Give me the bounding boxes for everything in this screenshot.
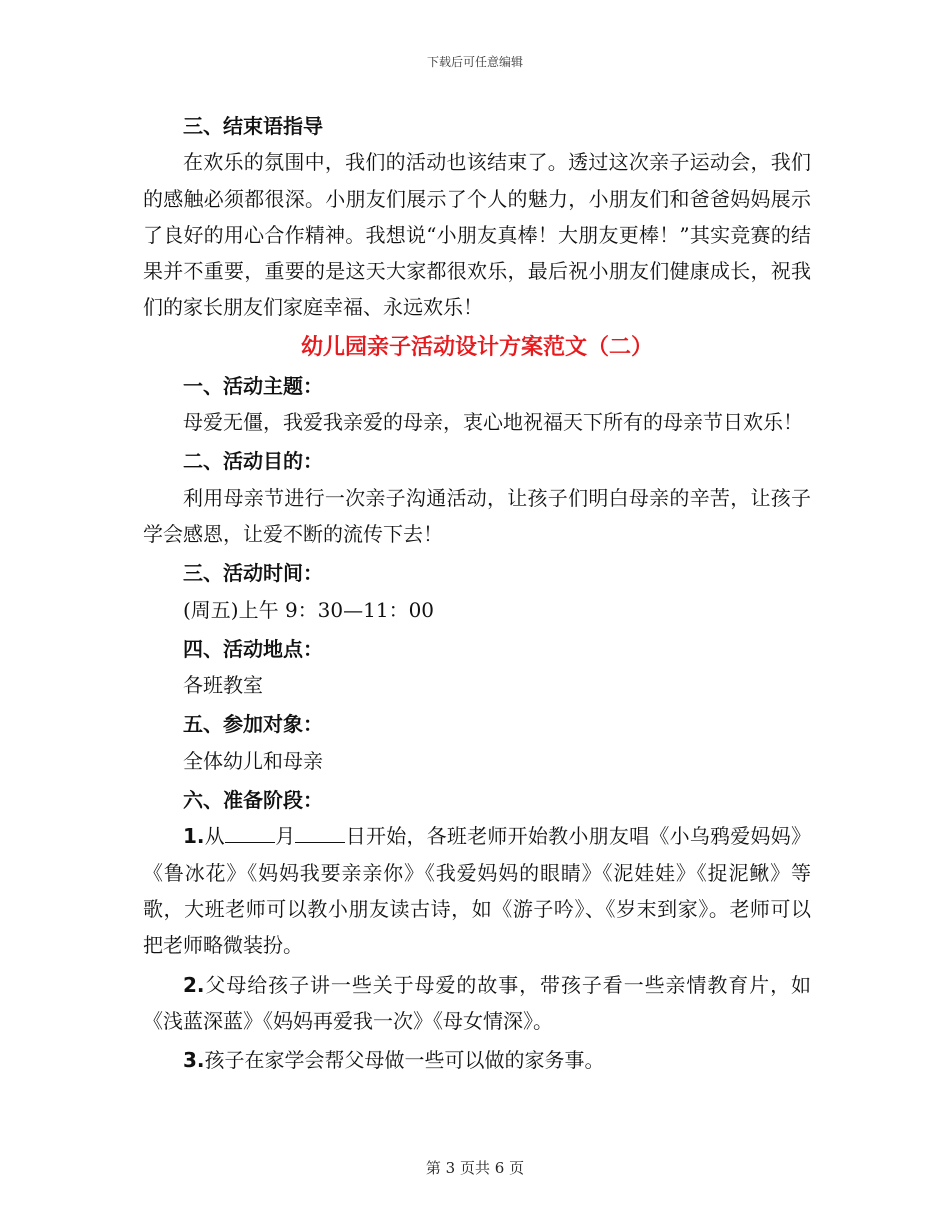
prep-item-2-text: 父母给孩子讲一些关于母爱的故事，带孩子看一些亲情教育片，如《浅蓝深蓝》《妈妈再爱我一次》《母女情深》。 [143, 972, 811, 1033]
prep-item-1 [143, 818, 811, 963]
document-body [143, 108, 811, 1078]
page-footer: 第 3 页共 6 页 [425, 1159, 525, 1177]
prep-item-3-number: 3. [183, 1048, 205, 1073]
prep-item-1-pre: 从 [204, 824, 225, 849]
prep-item-1-text: 日开始，各班老师开始教小朋友唱《小乌鸦爱妈妈》《鲁冰花》《妈妈我要亲亲你》《我爱妈妈的眼睛》《泥娃娃》《捉泥鳅》等歌，大班老师可以教小朋友读古诗，如《游子吟》、《岁末到家》。老师可以把老师略微装扮。 [143, 824, 812, 958]
time-value: (周五)上午 9：30—11：00 [183, 597, 435, 622]
place-value: 各班教室 [183, 673, 263, 698]
theme-paragraph: 母爱无僵，我爱我亲爱的母亲，衷心地祝福天下所有的母亲节日欢乐！ [183, 410, 803, 435]
document-title: 幼儿园亲子活动设计方案范文（二） [300, 333, 653, 360]
prep-item-2-number: 2. [183, 972, 205, 997]
section-end-paragraph: 在欢乐的氛围中，我们的活动也该结束了。透过这次亲子运动会，我们的感触必须都很深。小朋友们展示了个人的魅力，小朋友们和爸爸妈妈展示了良好的用心合作精神。我想说“小朋友真棒！大朋友更棒！”其实竞赛的结果并不重要，重要的是这天大家都很欢乐，最后祝小朋友们健康成长，祝我们的家长朋友们家庭幸福、永远欢乐！ [143, 150, 811, 320]
prep-item-2 [143, 967, 811, 1040]
goal-paragraph: 利用母亲节进行一次亲子沟通活动，让孩子们明白母亲的辛苦，让孩子学会感恩，让爱不断的流传下去！ [143, 485, 811, 546]
fill-blank-month [225, 824, 275, 843]
participants-heading: 五、参加对象： [183, 712, 323, 737]
page-header: 下载后可任意编辑 [426, 55, 523, 69]
prep-item-1-month: 月 [275, 824, 296, 849]
prep-item-3 [143, 1042, 811, 1078]
goal-heading: 二、活动目的： [183, 449, 323, 474]
prep-item-1-number: 1. [183, 824, 205, 849]
prep-item-3-text: 孩子在家学会帮父母做一些可以做的家务事。 [204, 1048, 605, 1073]
section-end-heading: 三、结束语指导 [183, 114, 323, 138]
time-heading: 三、活动时间： [183, 561, 323, 586]
participants-value: 全体幼儿和母亲 [183, 748, 323, 773]
place-heading: 四、活动地点： [183, 636, 323, 661]
prep-heading: 六、准备阶段： [183, 788, 323, 813]
theme-heading: 一、活动主题： [183, 373, 323, 398]
fill-blank-day [295, 824, 345, 843]
